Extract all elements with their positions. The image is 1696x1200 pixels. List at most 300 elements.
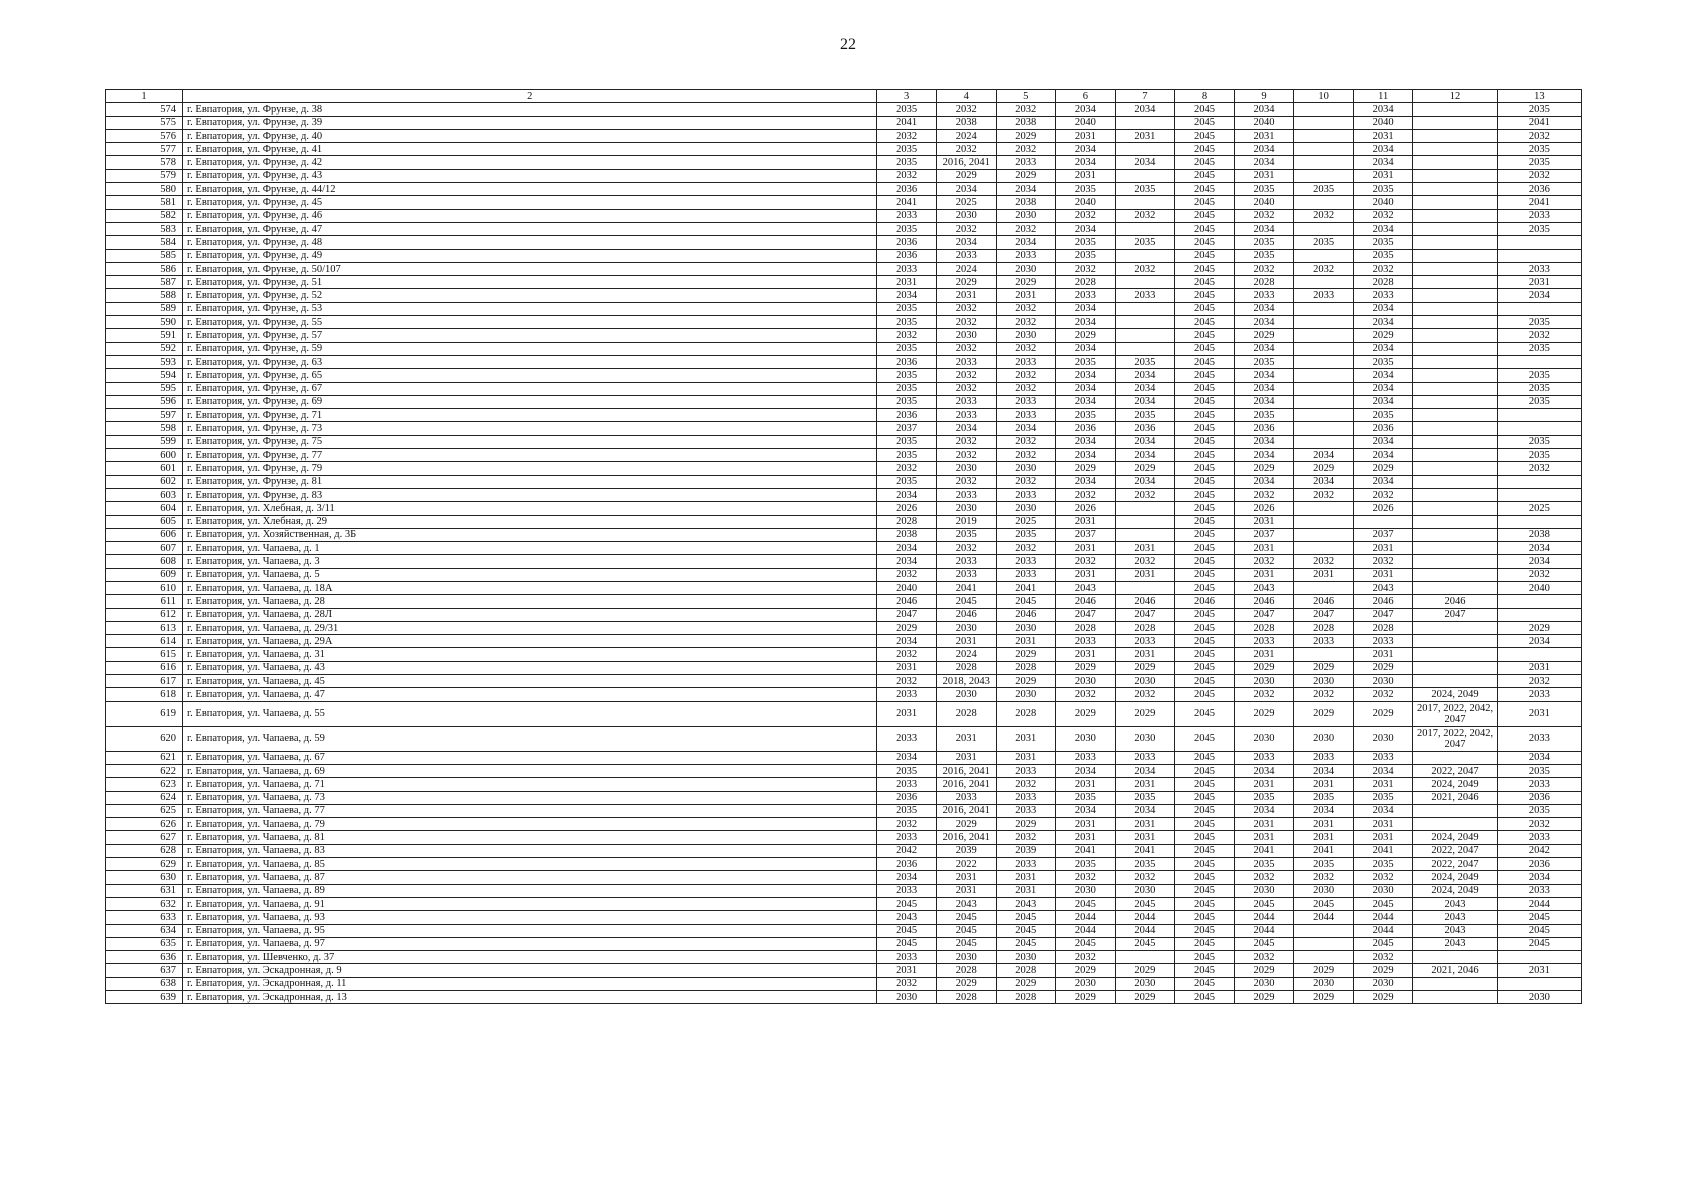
year-cell-col-8: 2045 <box>1175 316 1235 329</box>
row-number-cell: 608 <box>106 555 183 568</box>
year-cell-col-11: 2031 <box>1353 542 1413 555</box>
year-cell-col-8: 2045 <box>1175 262 1235 275</box>
year-cell-col-3: 2036 <box>877 858 937 871</box>
year-cell-col-6: 2028 <box>1056 276 1116 289</box>
year-cell-col-12 <box>1413 409 1497 422</box>
year-cell-col-7: 2041 <box>1115 844 1175 857</box>
row-number-cell: 587 <box>106 276 183 289</box>
year-cell-col-4: 2032 <box>936 316 996 329</box>
year-cell-col-13: 2045 <box>1497 911 1581 924</box>
year-cell-col-12 <box>1413 129 1497 142</box>
table-row <box>106 236 1582 249</box>
row-number-cell: 599 <box>106 435 183 448</box>
year-cell-col-8: 2045 <box>1175 435 1235 448</box>
year-cell-col-12 <box>1413 103 1497 116</box>
table-row <box>106 382 1582 395</box>
year-cell-col-11: 2035 <box>1353 183 1413 196</box>
row-number-cell: 622 <box>106 764 183 777</box>
year-cell-col-12: 2022, 2047 <box>1413 844 1497 857</box>
year-cell-col-9: 2029 <box>1234 964 1294 977</box>
year-cell-col-5: 2045 <box>996 924 1056 937</box>
year-cell-col-10: 2031 <box>1294 568 1354 581</box>
year-cell-col-7: 2032 <box>1115 688 1175 701</box>
table-row <box>106 369 1582 382</box>
year-cell-col-5: 2043 <box>996 897 1056 910</box>
year-cell-col-10 <box>1294 316 1354 329</box>
year-cell-col-7 <box>1115 528 1175 541</box>
row-number-cell: 588 <box>106 289 183 302</box>
year-cell-col-8: 2045 <box>1175 342 1235 355</box>
year-cell-col-4: 2028 <box>936 701 996 726</box>
year-cell-col-12 <box>1413 355 1497 368</box>
year-cell-col-13: 2040 <box>1497 581 1581 594</box>
year-cell-col-7: 2036 <box>1115 422 1175 435</box>
table-row <box>106 844 1582 857</box>
year-cell-col-9: 2034 <box>1234 342 1294 355</box>
table-row <box>106 608 1582 621</box>
column-header-8: 8 <box>1175 90 1235 103</box>
year-cell-col-8: 2045 <box>1175 635 1235 648</box>
year-cell-col-4: 2028 <box>936 991 996 1004</box>
year-cell-col-3: 2040 <box>877 581 937 594</box>
address-cell: г. Евпатория, ул. Фрунзе, д. 52 <box>183 289 877 302</box>
row-number-cell: 598 <box>106 422 183 435</box>
year-cell-col-5: 2029 <box>996 648 1056 661</box>
year-cell-col-7: 2034 <box>1115 764 1175 777</box>
year-cell-col-5: 2032 <box>996 103 1056 116</box>
year-cell-col-3: 2034 <box>877 751 937 764</box>
year-cell-col-8: 2045 <box>1175 222 1235 235</box>
year-cell-col-6: 2034 <box>1056 764 1116 777</box>
year-cell-col-8: 2045 <box>1175 804 1235 817</box>
year-cell-col-8: 2045 <box>1175 475 1235 488</box>
year-cell-col-7: 2028 <box>1115 621 1175 634</box>
year-cell-col-6: 2035 <box>1056 409 1116 422</box>
row-number-cell: 632 <box>106 897 183 910</box>
year-cell-col-12 <box>1413 249 1497 262</box>
year-cell-col-5: 2033 <box>996 764 1056 777</box>
year-cell-col-9: 2030 <box>1234 726 1294 751</box>
column-header-6: 6 <box>1056 90 1116 103</box>
year-cell-col-12: 2021, 2046 <box>1413 791 1497 804</box>
year-cell-col-10: 2029 <box>1294 991 1354 1004</box>
year-cell-col-12 <box>1413 804 1497 817</box>
year-cell-col-11: 2034 <box>1353 475 1413 488</box>
year-cell-col-3: 2031 <box>877 276 937 289</box>
year-cell-col-3: 2036 <box>877 236 937 249</box>
year-cell-col-10 <box>1294 355 1354 368</box>
year-cell-col-3: 2029 <box>877 621 937 634</box>
year-cell-col-7: 2035 <box>1115 236 1175 249</box>
year-cell-col-11: 2035 <box>1353 858 1413 871</box>
year-cell-col-10 <box>1294 924 1354 937</box>
year-cell-col-12 <box>1413 515 1497 528</box>
row-number-cell: 577 <box>106 143 183 156</box>
year-cell-col-4: 2016, 2041 <box>936 764 996 777</box>
table-body <box>106 103 1582 1004</box>
year-cell-col-5: 2032 <box>996 449 1056 462</box>
address-cell: г. Евпатория, ул. Чапаева, д. 89 <box>183 884 877 897</box>
year-cell-col-6: 2035 <box>1056 249 1116 262</box>
year-cell-col-5: 2032 <box>996 382 1056 395</box>
row-number-cell: 624 <box>106 791 183 804</box>
year-cell-col-12 <box>1413 395 1497 408</box>
year-cell-col-9: 2029 <box>1234 329 1294 342</box>
year-cell-col-9: 2035 <box>1234 791 1294 804</box>
year-cell-col-12 <box>1413 169 1497 182</box>
year-cell-col-11: 2034 <box>1353 222 1413 235</box>
table-row <box>106 316 1582 329</box>
year-cell-col-13: 2035 <box>1497 804 1581 817</box>
year-cell-col-9: 2034 <box>1234 804 1294 817</box>
year-cell-col-7: 2034 <box>1115 156 1175 169</box>
year-cell-col-5: 2029 <box>996 818 1056 831</box>
year-cell-col-6: 2034 <box>1056 449 1116 462</box>
year-cell-col-8: 2045 <box>1175 129 1235 142</box>
year-cell-col-9: 2034 <box>1234 316 1294 329</box>
year-cell-col-3: 2036 <box>877 791 937 804</box>
address-cell: г. Евпатория, ул. Хлебная, д. 29 <box>183 515 877 528</box>
address-cell: г. Евпатория, ул. Шевченко, д. 37 <box>183 951 877 964</box>
year-cell-col-5: 2028 <box>996 661 1056 674</box>
year-cell-col-3: 2045 <box>877 897 937 910</box>
year-cell-col-11: 2035 <box>1353 249 1413 262</box>
year-cell-col-8: 2045 <box>1175 937 1235 950</box>
row-number-cell: 614 <box>106 635 183 648</box>
year-cell-col-9: 2029 <box>1234 462 1294 475</box>
year-cell-col-10: 2041 <box>1294 844 1354 857</box>
year-cell-col-5: 2029 <box>996 169 1056 182</box>
row-number-cell: 592 <box>106 342 183 355</box>
year-cell-col-7: 2029 <box>1115 701 1175 726</box>
year-cell-col-5: 2034 <box>996 236 1056 249</box>
year-cell-col-11: 2029 <box>1353 661 1413 674</box>
year-cell-col-4: 2034 <box>936 236 996 249</box>
row-number-cell: 597 <box>106 409 183 422</box>
column-header-2: 2 <box>183 90 877 103</box>
year-cell-col-5: 2028 <box>996 991 1056 1004</box>
year-cell-col-5: 2029 <box>996 129 1056 142</box>
year-cell-col-10: 2032 <box>1294 555 1354 568</box>
year-cell-col-6: 2035 <box>1056 858 1116 871</box>
column-header-7: 7 <box>1115 90 1175 103</box>
year-cell-col-9: 2034 <box>1234 369 1294 382</box>
year-cell-col-8: 2045 <box>1175 395 1235 408</box>
year-cell-col-9: 2035 <box>1234 355 1294 368</box>
year-cell-col-11: 2035 <box>1353 791 1413 804</box>
year-cell-col-9: 2044 <box>1234 924 1294 937</box>
table-row <box>106 515 1582 528</box>
table-row <box>106 116 1582 129</box>
year-cell-col-6: 2030 <box>1056 884 1116 897</box>
year-cell-col-4: 2045 <box>936 911 996 924</box>
year-cell-col-12 <box>1413 528 1497 541</box>
row-number-cell: 635 <box>106 937 183 950</box>
year-cell-col-11: 2030 <box>1353 726 1413 751</box>
address-cell: г. Евпатория, ул. Чапаева, д. 29А <box>183 635 877 648</box>
year-cell-col-6: 2040 <box>1056 116 1116 129</box>
year-cell-col-11: 2036 <box>1353 422 1413 435</box>
row-number-cell: 596 <box>106 395 183 408</box>
address-cell: г. Евпатория, ул. Фрунзе, д. 63 <box>183 355 877 368</box>
table-row <box>106 764 1582 777</box>
year-cell-col-10 <box>1294 422 1354 435</box>
year-cell-col-3: 2035 <box>877 316 937 329</box>
year-cell-col-13: 2033 <box>1497 778 1581 791</box>
year-cell-col-11: 2034 <box>1353 316 1413 329</box>
year-cell-col-12 <box>1413 302 1497 315</box>
year-cell-col-5: 2033 <box>996 568 1056 581</box>
year-cell-col-8: 2045 <box>1175 329 1235 342</box>
address-cell: г. Евпатория, ул. Фрунзе, д. 41 <box>183 143 877 156</box>
year-cell-col-10: 2035 <box>1294 791 1354 804</box>
year-cell-col-4: 2045 <box>936 595 996 608</box>
year-cell-col-4: 2032 <box>936 143 996 156</box>
year-cell-col-8: 2045 <box>1175 831 1235 844</box>
year-cell-col-8: 2045 <box>1175 302 1235 315</box>
year-cell-col-6: 2031 <box>1056 648 1116 661</box>
year-cell-col-11: 2031 <box>1353 568 1413 581</box>
year-cell-col-10: 2031 <box>1294 778 1354 791</box>
year-cell-col-8: 2045 <box>1175 648 1235 661</box>
row-number-cell: 613 <box>106 621 183 634</box>
year-cell-col-3: 2035 <box>877 475 937 488</box>
row-number-cell: 631 <box>106 884 183 897</box>
year-cell-col-7: 2034 <box>1115 449 1175 462</box>
year-cell-col-6: 2034 <box>1056 475 1116 488</box>
year-cell-col-10 <box>1294 169 1354 182</box>
year-cell-col-3: 2033 <box>877 884 937 897</box>
year-cell-col-4: 2046 <box>936 608 996 621</box>
year-cell-col-8: 2045 <box>1175 844 1235 857</box>
year-cell-col-4: 2032 <box>936 475 996 488</box>
year-cell-col-13 <box>1497 475 1581 488</box>
year-cell-col-13: 2030 <box>1497 991 1581 1004</box>
year-cell-col-13 <box>1497 249 1581 262</box>
year-cell-col-12 <box>1413 156 1497 169</box>
year-cell-col-13 <box>1497 951 1581 964</box>
table-row <box>106 103 1582 116</box>
table-row <box>106 621 1582 634</box>
year-cell-col-9: 2036 <box>1234 422 1294 435</box>
row-number-cell: 623 <box>106 778 183 791</box>
year-cell-col-3: 2032 <box>877 977 937 990</box>
year-cell-col-12: 2024, 2049 <box>1413 688 1497 701</box>
year-cell-col-7 <box>1115 951 1175 964</box>
row-number-cell: 583 <box>106 222 183 235</box>
year-cell-col-4: 2033 <box>936 568 996 581</box>
address-cell: г. Евпатория, ул. Чапаева, д. 29/31 <box>183 621 877 634</box>
year-cell-col-12: 2046 <box>1413 595 1497 608</box>
year-cell-col-5: 2031 <box>996 751 1056 764</box>
year-cell-col-10 <box>1294 395 1354 408</box>
column-header-4: 4 <box>936 90 996 103</box>
year-cell-col-5: 2033 <box>996 858 1056 871</box>
year-cell-col-6: 2032 <box>1056 688 1116 701</box>
year-cell-col-8: 2045 <box>1175 196 1235 209</box>
year-cell-col-3: 2032 <box>877 818 937 831</box>
year-cell-col-11: 2031 <box>1353 169 1413 182</box>
year-cell-col-6: 2029 <box>1056 991 1116 1004</box>
year-cell-col-6: 2034 <box>1056 302 1116 315</box>
year-cell-col-4: 2033 <box>936 409 996 422</box>
year-cell-col-4: 2033 <box>936 249 996 262</box>
year-cell-col-12 <box>1413 555 1497 568</box>
year-cell-col-12: 2022, 2047 <box>1413 858 1497 871</box>
year-cell-col-5: 2030 <box>996 462 1056 475</box>
year-cell-col-7: 2034 <box>1115 369 1175 382</box>
address-cell: г. Евпатория, ул. Фрунзе, д. 48 <box>183 236 877 249</box>
year-cell-col-10: 2029 <box>1294 701 1354 726</box>
year-cell-col-3: 2041 <box>877 196 937 209</box>
year-cell-col-7: 2047 <box>1115 608 1175 621</box>
year-cell-col-11: 2030 <box>1353 977 1413 990</box>
year-cell-col-5: 2030 <box>996 688 1056 701</box>
address-cell: г. Евпатория, ул. Фрунзе, д. 65 <box>183 369 877 382</box>
year-cell-col-8: 2045 <box>1175 488 1235 501</box>
address-cell: г. Евпатория, ул. Хозяйственная, д. 3Б <box>183 528 877 541</box>
year-cell-col-13 <box>1497 595 1581 608</box>
year-cell-col-12: 2017, 2022, 2042, 2047 <box>1413 701 1497 726</box>
year-cell-col-3: 2032 <box>877 462 937 475</box>
year-cell-col-11: 2029 <box>1353 964 1413 977</box>
year-cell-col-9: 2030 <box>1234 884 1294 897</box>
year-cell-col-11: 2031 <box>1353 778 1413 791</box>
year-cell-col-10 <box>1294 542 1354 555</box>
year-cell-col-12 <box>1413 977 1497 990</box>
address-cell: г. Евпатория, ул. Фрунзе, д. 50/107 <box>183 262 877 275</box>
year-cell-col-8: 2045 <box>1175 791 1235 804</box>
year-cell-col-8: 2045 <box>1175 169 1235 182</box>
year-cell-col-13 <box>1497 515 1581 528</box>
year-cell-col-11: 2040 <box>1353 196 1413 209</box>
year-cell-col-13: 2035 <box>1497 143 1581 156</box>
year-cell-col-9: 2034 <box>1234 395 1294 408</box>
year-cell-col-11: 2034 <box>1353 382 1413 395</box>
table-row <box>106 924 1582 937</box>
year-cell-col-7: 2030 <box>1115 675 1175 688</box>
year-cell-col-6: 2037 <box>1056 528 1116 541</box>
year-cell-col-7 <box>1115 169 1175 182</box>
year-cell-col-9: 2045 <box>1234 897 1294 910</box>
year-cell-col-7: 2044 <box>1115 911 1175 924</box>
year-cell-col-7 <box>1115 196 1175 209</box>
year-cell-col-12: 2043 <box>1413 937 1497 950</box>
year-cell-col-7 <box>1115 502 1175 515</box>
year-cell-col-6: 2031 <box>1056 568 1116 581</box>
year-cell-col-5: 2030 <box>996 262 1056 275</box>
table-row <box>106 183 1582 196</box>
year-cell-col-9: 2034 <box>1234 435 1294 448</box>
year-cell-col-12: 2043 <box>1413 911 1497 924</box>
year-cell-col-6: 2035 <box>1056 183 1116 196</box>
table-row <box>106 675 1582 688</box>
year-cell-col-7: 2031 <box>1115 129 1175 142</box>
year-cell-col-4: 2032 <box>936 342 996 355</box>
year-cell-col-6: 2031 <box>1056 831 1116 844</box>
year-cell-col-7: 2032 <box>1115 555 1175 568</box>
year-cell-col-6: 2046 <box>1056 595 1116 608</box>
year-cell-col-11: 2028 <box>1353 621 1413 634</box>
year-cell-col-11: 2033 <box>1353 289 1413 302</box>
year-cell-col-10 <box>1294 222 1354 235</box>
year-cell-col-12 <box>1413 209 1497 222</box>
table-row <box>106 262 1582 275</box>
year-cell-col-12 <box>1413 382 1497 395</box>
year-cell-col-10 <box>1294 515 1354 528</box>
year-cell-col-6: 2032 <box>1056 488 1116 501</box>
year-cell-col-10 <box>1294 581 1354 594</box>
address-cell: г. Евпатория, ул. Чапаева, д. 67 <box>183 751 877 764</box>
address-cell: г. Евпатория, ул. Чапаева, д. 83 <box>183 844 877 857</box>
year-cell-col-13: 2041 <box>1497 196 1581 209</box>
table-header <box>106 90 1582 103</box>
year-cell-col-10 <box>1294 951 1354 964</box>
year-cell-col-11: 2033 <box>1353 635 1413 648</box>
table-row <box>106 778 1582 791</box>
year-cell-col-5: 2032 <box>996 542 1056 555</box>
year-cell-col-10 <box>1294 382 1354 395</box>
row-number-cell: 586 <box>106 262 183 275</box>
year-cell-col-5: 2033 <box>996 249 1056 262</box>
address-cell: г. Евпатория, ул. Чапаева, д. 28 <box>183 595 877 608</box>
year-cell-col-9: 2043 <box>1234 581 1294 594</box>
year-cell-col-13: 2034 <box>1497 751 1581 764</box>
year-cell-col-10: 2035 <box>1294 183 1354 196</box>
address-cell: г. Евпатория, ул. Чапаева, д. 73 <box>183 791 877 804</box>
year-cell-col-6: 2032 <box>1056 871 1116 884</box>
address-cell: г. Евпатория, ул. Фрунзе, д. 44/12 <box>183 183 877 196</box>
year-cell-col-3: 2033 <box>877 951 937 964</box>
year-cell-col-4: 2032 <box>936 369 996 382</box>
year-cell-col-9: 2032 <box>1234 688 1294 701</box>
year-cell-col-11 <box>1353 515 1413 528</box>
year-cell-col-3: 2034 <box>877 488 937 501</box>
year-cell-col-5: 2045 <box>996 911 1056 924</box>
year-cell-col-4: 2019 <box>936 515 996 528</box>
column-header-13: 13 <box>1497 90 1581 103</box>
year-cell-col-10: 2035 <box>1294 236 1354 249</box>
year-cell-col-7: 2032 <box>1115 209 1175 222</box>
year-cell-col-10 <box>1294 528 1354 541</box>
year-cell-col-8: 2045 <box>1175 156 1235 169</box>
year-cell-col-7: 2033 <box>1115 751 1175 764</box>
year-cell-col-4: 2033 <box>936 355 996 368</box>
year-cell-col-3: 2045 <box>877 924 937 937</box>
year-cell-col-11: 2035 <box>1353 236 1413 249</box>
year-cell-col-9: 2034 <box>1234 764 1294 777</box>
year-cell-col-9: 2032 <box>1234 871 1294 884</box>
year-cell-col-4: 2029 <box>936 169 996 182</box>
row-number-cell: 638 <box>106 977 183 990</box>
year-cell-col-4: 2038 <box>936 116 996 129</box>
year-cell-col-11: 2034 <box>1353 449 1413 462</box>
table-row <box>106 209 1582 222</box>
year-cell-col-9: 2031 <box>1234 542 1294 555</box>
year-cell-col-13: 2029 <box>1497 621 1581 634</box>
year-cell-col-12: 2022, 2047 <box>1413 764 1497 777</box>
year-cell-col-6: 2030 <box>1056 977 1116 990</box>
year-cell-col-9: 2033 <box>1234 289 1294 302</box>
year-cell-col-12 <box>1413 475 1497 488</box>
table-row <box>106 648 1582 661</box>
year-cell-col-3: 2030 <box>877 991 937 1004</box>
table-row <box>106 661 1582 674</box>
row-number-cell: 610 <box>106 581 183 594</box>
year-cell-col-5: 2025 <box>996 515 1056 528</box>
year-cell-col-7: 2033 <box>1115 635 1175 648</box>
address-cell: г. Евпатория, ул. Фрунзе, д. 79 <box>183 462 877 475</box>
